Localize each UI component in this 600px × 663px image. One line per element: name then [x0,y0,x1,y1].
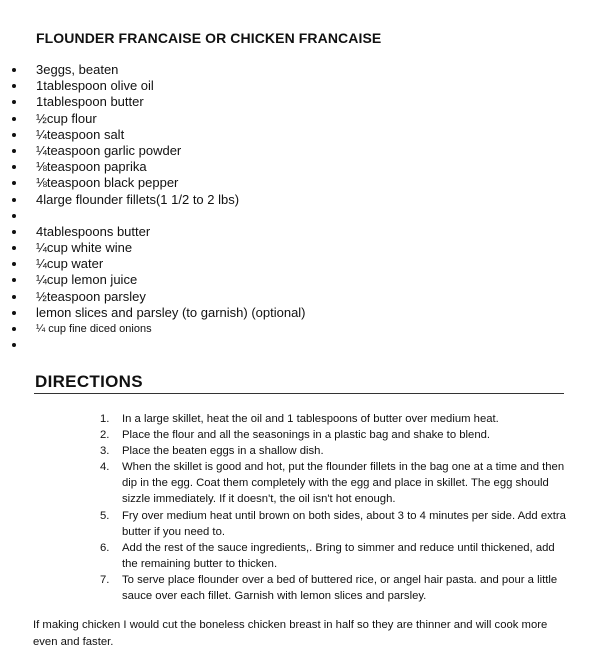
ingredient-item: ¼cup lemon juice [0,272,600,288]
direction-step [96,459,566,507]
step-text: Fry over medium heat until brown on both sides, about 3 to 4 minutes per side. Add extra butter if you need to. [122,509,566,538]
chicken-note: If making chicken I would cut the boneless chicken breast in half so they are thinner and will cook more even and faster. [33,619,548,648]
directions-list [96,411,566,604]
direction-step [96,540,566,572]
ingredient-item: ⅛teaspoon paprika [0,159,600,175]
step-number: 7. [100,573,110,586]
direction-step [96,508,566,540]
direction-step [96,443,566,459]
step-number: 4. [100,461,110,474]
ingredient-item-empty [0,337,600,353]
direction-step [96,427,566,443]
ingredient-item: 3eggs, beaten [0,62,600,78]
direction-step [96,572,566,604]
step-number: 3. [100,445,110,458]
ingredient-item: ½cup flour [0,111,600,127]
step-number: 1. [100,413,110,425]
step-text: To serve place flounder over a bed of buttered rice, or angel hair pasta. and pour a little sauce over each fillet. Garnish with lemon slices and parsley. [122,573,558,603]
heading-divider [34,393,564,394]
step-number: 2. [100,429,110,442]
ingredient-item: ¼ cup fine diced onions [0,321,600,337]
step-text: Place the beaten eggs in a shallow dish. [122,445,324,458]
step-text: Add the rest of the sauce ingredients,. Bring to simmer and reduce until thickened, add the remaining butter to thicken. [122,541,555,570]
step-number: 6. [100,541,110,554]
ingredient-list [0,62,600,353]
step-text: Place the flour and all the seasonings in a plastic bag and shake to blend. [122,429,491,442]
ingredient-item: 4large flounder fillets(1 1/2 to 2 lbs) [0,192,600,208]
step-text: When the skillet is good and hot, put the flounder fillets in the bag one at a time and then dip in the egg. Coat them completely with the egg and place in skillet. The egg should sizzle immediately. If it doesn't, the oil isn't hot enough. [122,461,565,506]
ingredient-item-empty [0,208,600,224]
ingredient-item: ⅛teaspoon black pepper [0,175,600,191]
directions-heading: DIRECTIONS [35,372,143,391]
ingredient-item: 1tablespoon butter [0,94,600,110]
recipe-title: FLOUNDER FRANCAISE OR CHICKEN FRANCAISE [36,30,382,46]
ingredient-item: ½teaspoon parsley [0,289,600,305]
ingredient-item: ¼cup white wine [0,240,600,256]
ingredient-item: ¼teaspoon salt [0,127,600,143]
ingredient-item: 1tablespoon olive oil [0,78,600,94]
direction-step [96,411,566,427]
ingredient-item: 4tablespoons butter [0,224,600,240]
ingredient-item: lemon slices and parsley (to garnish) (optional) [0,305,600,321]
ingredient-item: ¼cup water [0,256,600,272]
ingredient-item: ¼teaspoon garlic powder [0,143,600,159]
step-number: 5. [100,509,110,522]
step-text: In a large skillet, heat the oil and 1 tablespoons of butter over medium heat. [122,413,499,425]
